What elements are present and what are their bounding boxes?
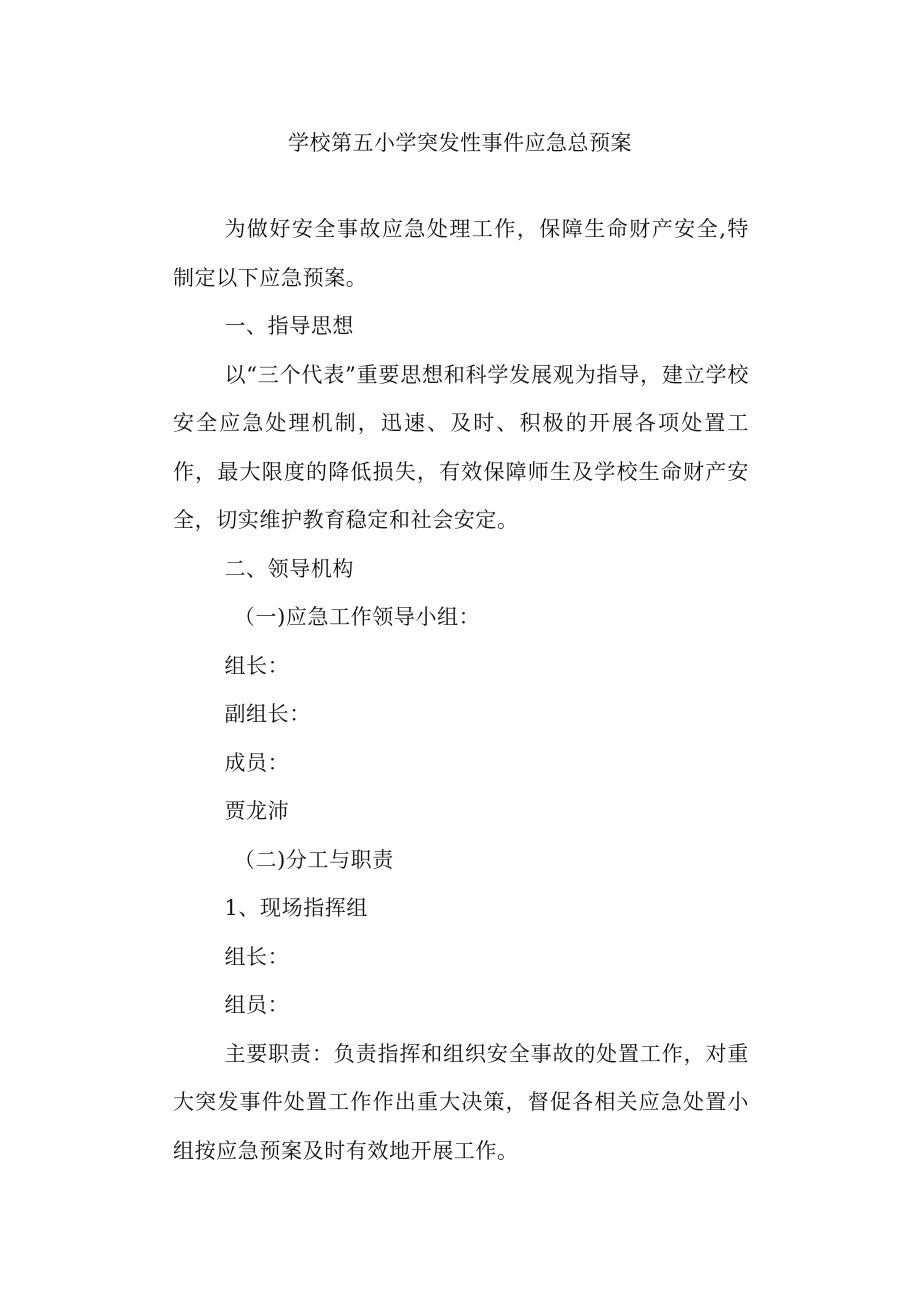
subsection-heading-leading-group: （一)应急工作领导小组： <box>233 605 481 629</box>
document-title: 学校第五小学突发性事件应急总预案 <box>288 131 632 155</box>
main-duties-paragraph: 主要职责：负责指挥和组织安全事故的处置工作，对重大突发事件处置工作作出重大决策，督促各相关应急处置小组按应急预案及时有效地开展工作。 <box>173 1041 749 1163</box>
deputy-leader-line: 副组长： <box>224 702 311 726</box>
document-body <box>173 205 749 1175</box>
group-leader-line: 组长： <box>224 944 290 969</box>
leader-line: 组长： <box>224 653 290 678</box>
guiding-ideology-paragraph: 以“三个代表”重要思想和科学发展观为指导，建立学校安全应急处理机制，迅速、及时、积极的开展各项处置工作，最大限度的降低损失，有效保障师生及学校生命财产安全，切实维护教育稳定和社会安定。 <box>173 362 749 532</box>
section-heading-leadership: 二、领导机构 <box>224 556 355 581</box>
intro-paragraph: 为做好安全事故应急处理工作，保障生命财产安全,特制定以下应急预案。 <box>173 217 749 290</box>
group-members-line: 组员： <box>224 993 290 1017</box>
member-name: 贾龙沛 <box>224 799 290 823</box>
subsection-heading-division: （二)分工与职责 <box>233 847 394 872</box>
section-heading-guiding-ideology: 一、指导思想 <box>224 314 355 338</box>
members-line: 成员： <box>224 750 290 775</box>
group-heading-onsite-command: 1、现场指挥组 <box>224 896 368 920</box>
